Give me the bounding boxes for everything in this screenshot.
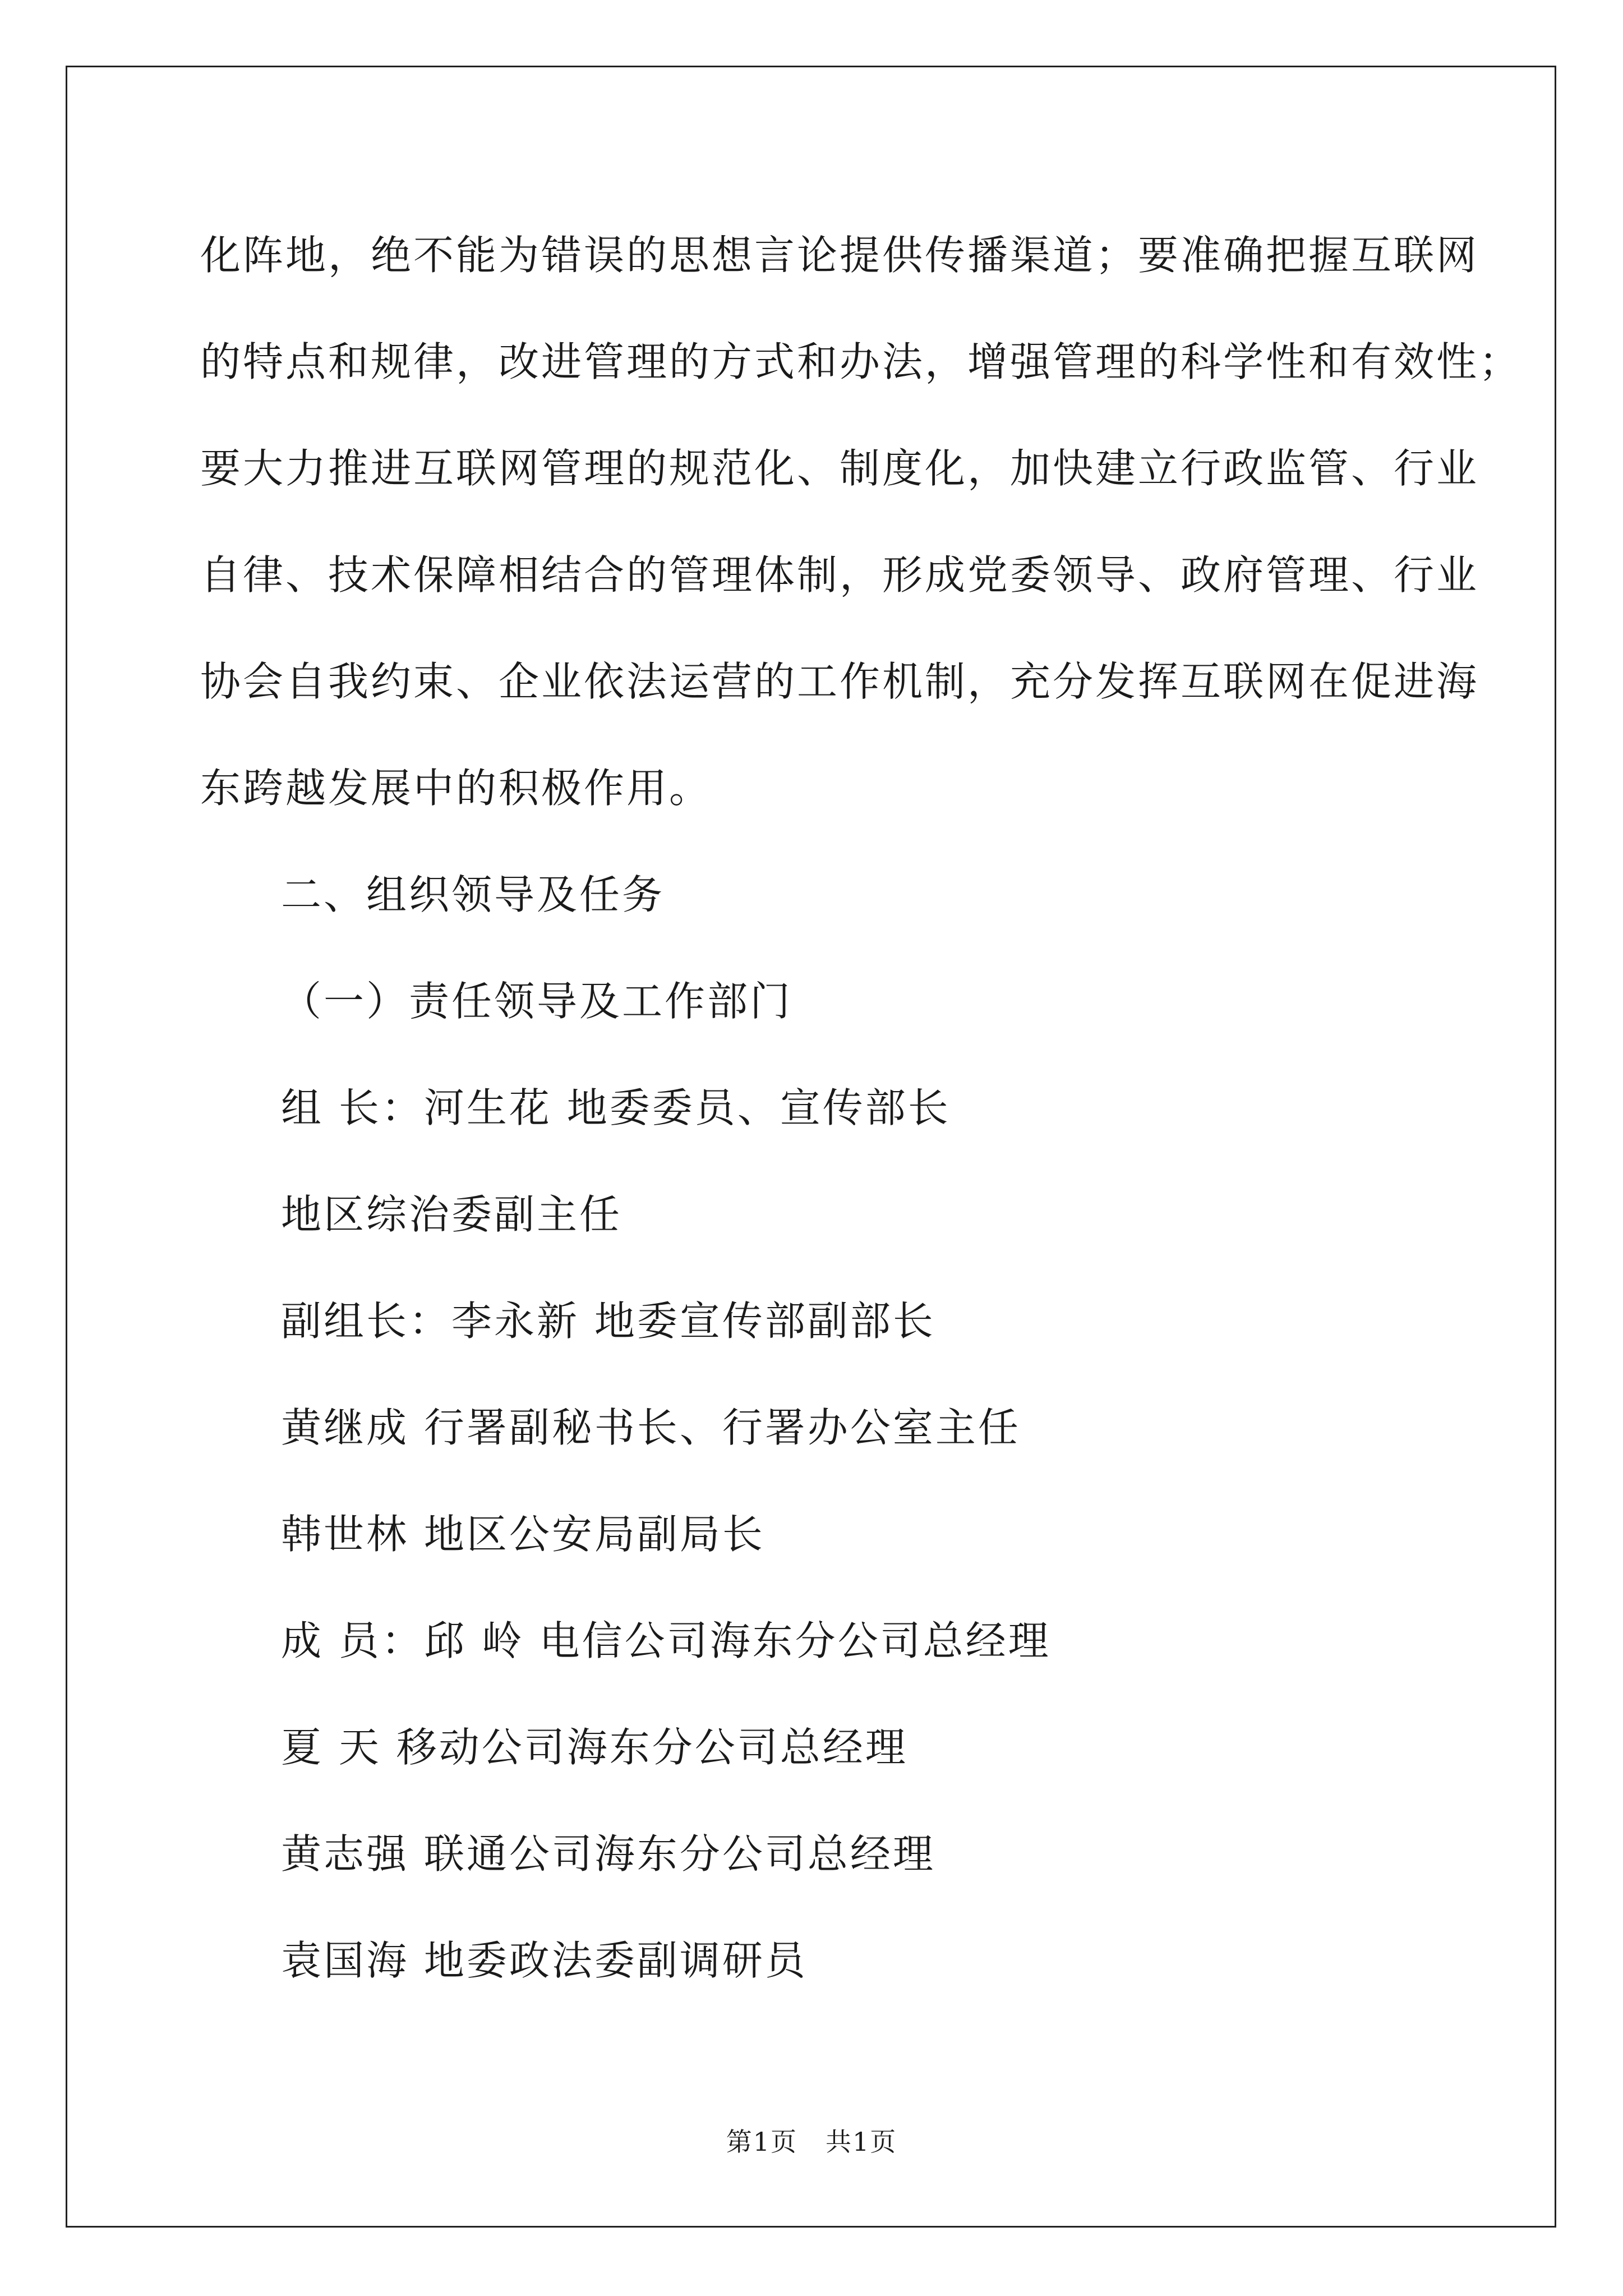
member-line: 副组长：李永新 地委宣传部副部长 <box>281 1297 935 1345</box>
member-line: 成 员：邱 岭 电信公司海东分公司总经理 <box>281 1617 1051 1664</box>
paragraph-line: 化阵地，绝不能为错误的思想言论提供传播渠道；要准确把握互联网 <box>200 232 1479 279</box>
paragraph-line: 的特点和规律，改进管理的方式和办法，增强管理的科学性和有效性； <box>200 338 1522 385</box>
member-line: 地区综治委副主任 <box>281 1191 623 1238</box>
member-line: 夏 天 移动公司海东分公司总经理 <box>281 1724 908 1771</box>
member-line: 韩世林 地区公安局副局长 <box>281 1511 765 1558</box>
member-line: 黄继成 行署副秘书长、行署办公室主任 <box>281 1404 1021 1451</box>
paragraph-line: 自律、技术保障相结合的管理体制，形成党委领导、政府管理、行业 <box>200 551 1479 599</box>
section-heading: 二、组织领导及任务 <box>281 871 665 918</box>
member-line: 黄志强 联通公司海东分公司总经理 <box>281 1830 935 1878</box>
paragraph-line: 协会自我约束、企业依法运营的工作机制，充分发挥互联网在促进海 <box>200 658 1479 705</box>
member-line: 组 长：河生花 地委委员、宣传部长 <box>281 1084 951 1131</box>
paragraph-line: 要大力推进互联网管理的规范化、制度化，加快建立行政监管、行业 <box>200 445 1479 492</box>
total-pages: 共1页 <box>826 2127 897 2157</box>
member-line: 袁国海 地委政法委副调研员 <box>281 1937 808 1984</box>
paragraph-line: 东跨越发展中的积极作用。 <box>200 765 712 812</box>
page-number: 第1页 <box>726 2127 797 2157</box>
page-footer <box>0 2122 1623 2159</box>
subsection-heading: （一）责任领导及工作部门 <box>281 978 793 1025</box>
document-body <box>200 202 1522 2014</box>
